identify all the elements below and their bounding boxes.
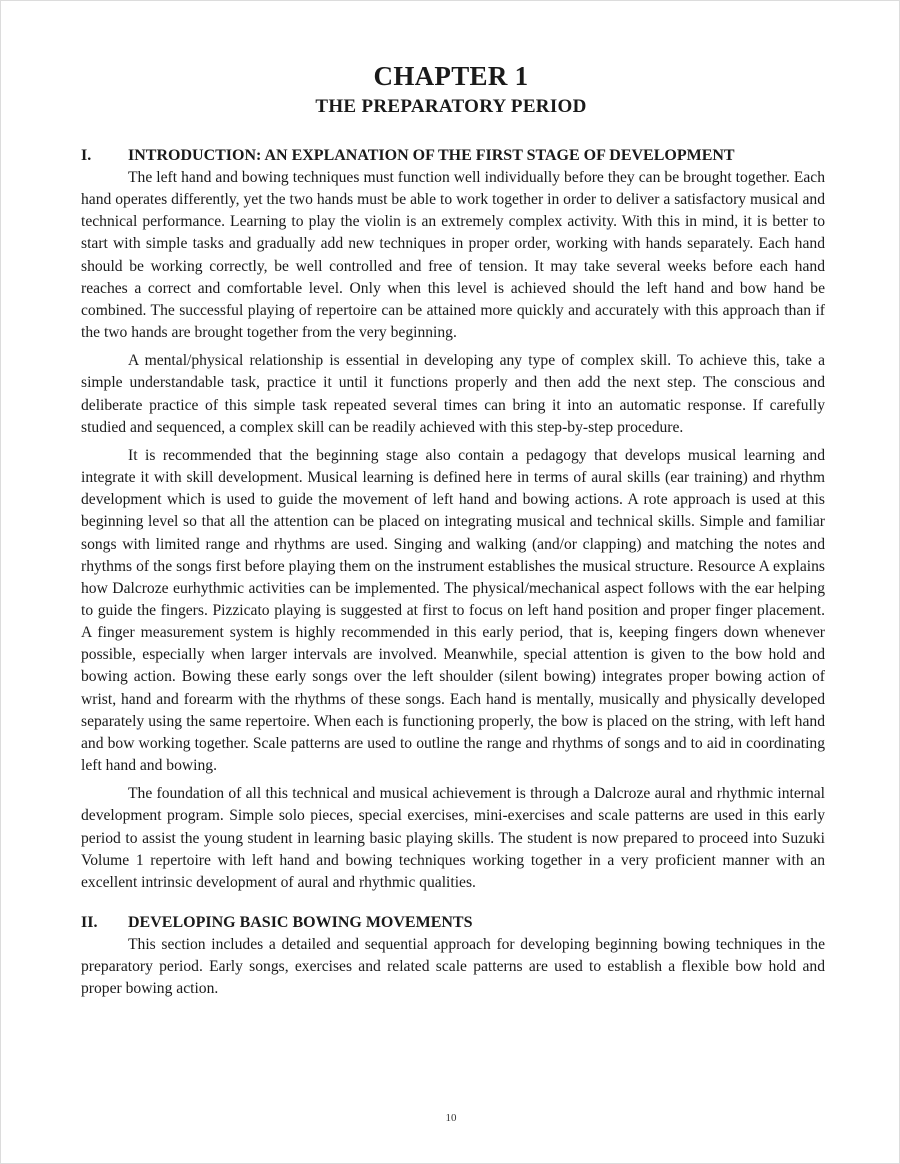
page-number: 10: [445, 1112, 457, 1124]
section-title: DEVELOPING BASIC BOWING MOVEMENTS: [128, 914, 473, 931]
paragraph: This section includes a detailed and sequential approach for developing beginning bowing techniques in the preparatory period. Early songs, exercises and related scale patterns are used to establish a flexible bow hold and proper bowing action.: [81, 936, 825, 998]
section-number: I.: [81, 147, 92, 164]
section-heading: [81, 912, 825, 934]
page-content: [81, 145, 825, 1000]
section-number: II.: [81, 914, 98, 931]
chapter-title: CHAPTER 1: [373, 61, 529, 91]
paragraph: It is recommended that the beginning stage also contain a pedagogy that develops musical learning and integrate it with skill development. Musical learning is defined here in terms of aural skills (ear training) and rhythm development which is used to guide the movement of left hand and bowing actions. A rote approach is used at this beginning level so that all the attention can be placed on integrating musical and technical skills. Simple and familiar songs with limited range and rhythms are used. Singing and walking (and/or clapping) and matching the notes and rhythms of the songs first before playing them on the instrument establishes the musical structure. Resource A explains how Dalcroze eurhythmic activities can be implemented. The physical/mechanical aspect follows with the ear helping to guide the fingers. Pizzicato playing is suggested at first to focus on left hand position and proper finger placement. A finger measurement system is highly recommended in this early period, that is, keeping fingers down whenever possible, especially when larger intervals are involved. Meanwhile, special attention is given to the bow hold and bowing action. Bowing these early songs over the left shoulder (silent bowing) integrates proper bowing action of wrist, hand and forearm with the rhythms of these songs. Each hand is mentally, musically and physically developed separately using the same repertoire. When each is functioning properly, the bow is placed on the string, with left hand and bow working together. Scale patterns are used to outline the range and rhythms of songs and to aid in coordinating left hand and bowing.: [81, 446, 825, 775]
chapter-subtitle: THE PREPARATORY PERIOD: [315, 96, 587, 117]
section-introduction: [81, 145, 825, 894]
section-title: INTRODUCTION: AN EXPLANATION OF THE FIRST STAGE OF DEVELOPMENT: [128, 147, 735, 164]
paragraph: A mental/physical relationship is essential in developing any type of complex skill. To achieve this, take a simple understandable task, practice it until it functions properly and then add the next step. The conscious and deliberate practice of this simple task repeated several times can bring it into an automatic response. If carefully studied and sequenced, a complex skill can be readily achieved with this step-by-step procedure.: [81, 352, 825, 436]
section-bowing-movements: [81, 912, 825, 1000]
paragraph: The foundation of all this technical and musical achievement is through a Dalcroze aural and rhythmic internal development program. Simple solo pieces, special exercises, mini-exercises and scale patterns are used in this early period to assist the young student in learning basic playing skills. The student is now prepared to proceed into Suzuki Volume 1 repertoire with left hand and bowing techniques working together in a very proficient manner with an excellent intrinsic development of aural and rhythmic qualities.: [81, 785, 825, 891]
paragraph: The left hand and bowing techniques must function well individually before they can be brought together. Each hand operates differently, yet the two hands must be able to work together in order to deliver a satisfactory musical and technical performance. Learning to play the violin is an extremely complex activity. With this in mind, it is better to start with simple tasks and gradually add new techniques in proper order, working with hands separately. Each hand should be working correctly, be well controlled and free of tension. It may take several weeks before each hand reaches a correct and comfortable level. Only when this level is achieved should the left hand and bow hand be combined. The successful playing of repertoire can be attained more quickly and accurately with this approach than if the two hands are brought together from the very beginning.: [81, 169, 825, 342]
section-heading: [81, 145, 825, 167]
